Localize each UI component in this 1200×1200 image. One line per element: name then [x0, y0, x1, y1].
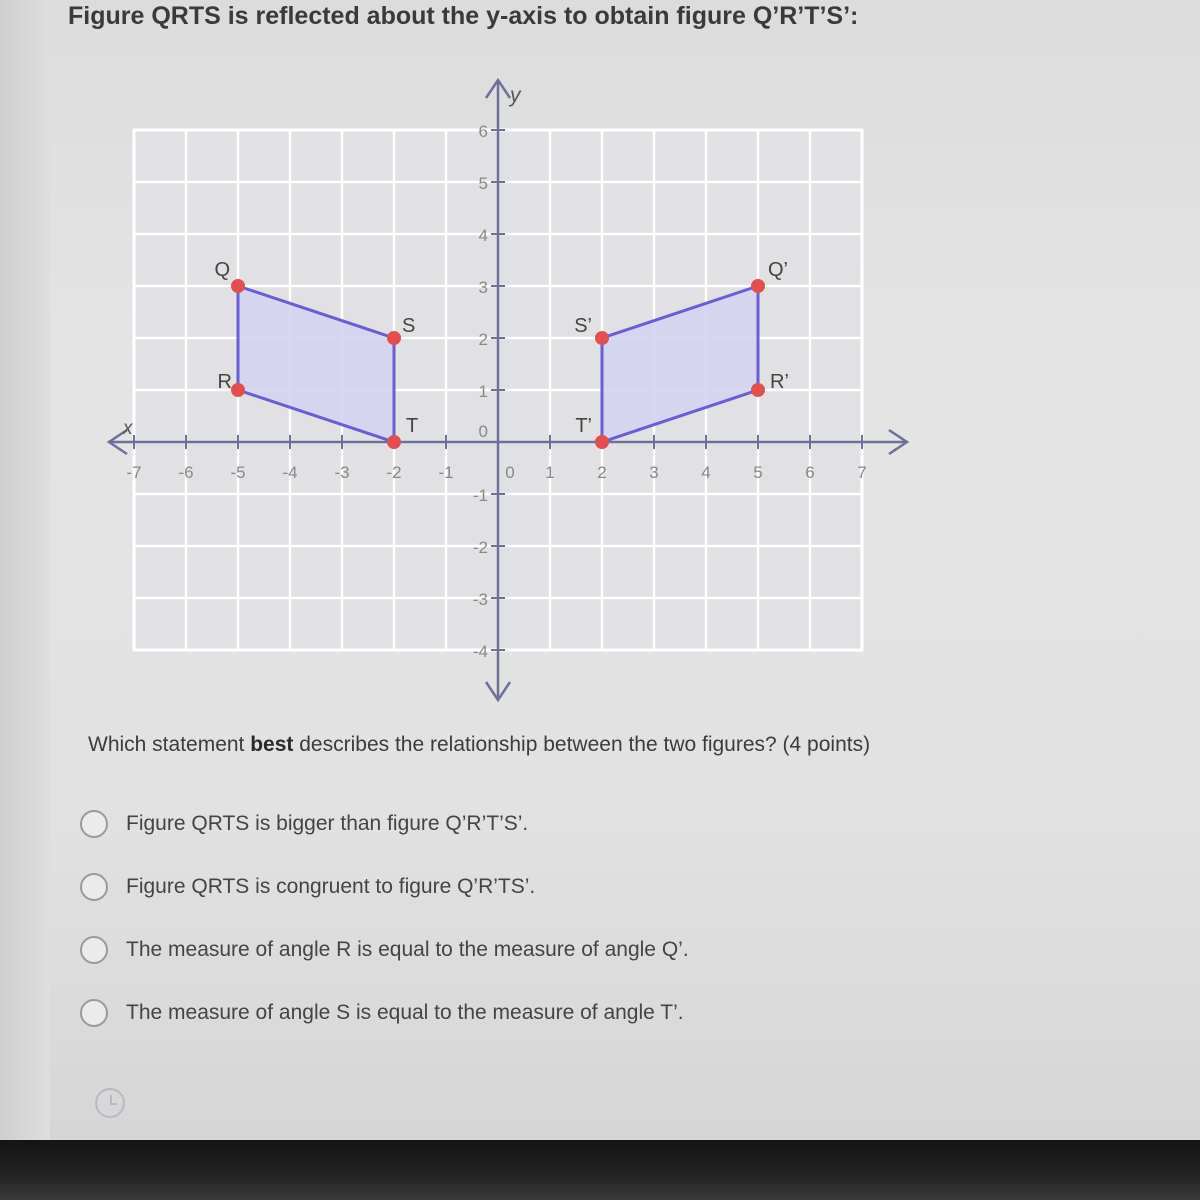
question-text-before: Which statement	[88, 733, 251, 756]
answer-option-label: The measure of angle S is equal to the measure of angle T’.	[126, 1001, 684, 1024]
x-tick-label: 5	[753, 463, 763, 482]
answer-option-label: The measure of angle R is equal to the measure of angle Q’.	[126, 938, 689, 961]
vertex-label: S	[402, 315, 416, 337]
y-tick-label: -1	[472, 486, 488, 505]
vertex-label: T’	[575, 415, 592, 437]
vertex-point	[387, 331, 401, 345]
x-tick-label: -4	[282, 463, 298, 482]
x-tick-label: 2	[597, 463, 607, 482]
clock-icon[interactable]	[95, 1088, 125, 1118]
vertex-point	[387, 435, 401, 449]
vertex-label: R	[217, 371, 232, 393]
question-prompt	[88, 733, 870, 757]
vertex-point	[751, 279, 765, 293]
y-tick-label: 1	[478, 382, 488, 401]
x-tick-label: 4	[701, 463, 711, 482]
y-tick-label: -3	[472, 590, 488, 609]
y-tick-label: 2	[478, 330, 488, 349]
answer-option-label: Figure QRTS is congruent to figure Q’R’TS’.	[126, 875, 536, 898]
vertex-point	[595, 435, 609, 449]
answer-option-1[interactable]	[80, 810, 528, 838]
radio-button[interactable]	[80, 873, 108, 901]
vertex-point	[751, 383, 765, 397]
vertex-label: S’	[574, 315, 592, 337]
x-tick-label: -5	[230, 463, 246, 482]
radio-button[interactable]	[80, 810, 108, 838]
question-text-bold: best	[250, 733, 294, 756]
y-tick-label: -2	[472, 538, 488, 557]
x-tick-label: -7	[126, 463, 142, 482]
coordinate-plane	[70, 55, 930, 715]
vertex-point	[231, 383, 245, 397]
vertex-label: R’	[770, 371, 789, 393]
x-tick-label: -6	[178, 463, 194, 482]
x-tick-label: 6	[805, 463, 815, 482]
x-tick-label: 1	[545, 463, 555, 482]
x-tick-label: 7	[857, 463, 867, 482]
x-tick-label: -2	[386, 463, 402, 482]
radio-button[interactable]	[80, 936, 108, 964]
y-tick-label: 0	[478, 422, 488, 441]
y-tick-label: -4	[472, 642, 488, 661]
x-tick-label: 0	[505, 463, 515, 482]
vertex-label: Q’	[768, 259, 788, 281]
coordinate-plane-svg	[70, 55, 930, 715]
vertex-label: T	[406, 415, 419, 437]
screen-edge	[0, 0, 50, 1140]
x-tick-label: -3	[334, 463, 350, 482]
x-tick-label: 3	[649, 463, 659, 482]
answer-option-4[interactable]	[80, 999, 684, 1027]
vertex-point	[595, 331, 609, 345]
radio-button[interactable]	[80, 999, 108, 1027]
y-tick-label: 3	[478, 278, 488, 297]
answer-option-3[interactable]	[80, 936, 689, 964]
question-text-after: describes the relationship between the two figures? (4 points)	[293, 733, 871, 756]
x-axis-label: x	[123, 418, 133, 439]
vertex-label: Q	[214, 259, 230, 281]
y-tick-label: 6	[478, 122, 488, 141]
answer-option-label: Figure QRTS is bigger than figure Q’R’T’S’.	[126, 812, 529, 835]
y-axis-label: y	[510, 84, 521, 107]
y-tick-label: 5	[478, 174, 488, 193]
x-tick-label: -1	[438, 463, 454, 482]
answer-option-2[interactable]	[80, 873, 535, 901]
monitor-bezel	[0, 1140, 1200, 1200]
vertex-point	[231, 279, 245, 293]
y-tick-label: 4	[478, 226, 488, 245]
question-title: Figure QRTS is reflected about the y-axis to obtain figure Q’R’T’S’:	[68, 2, 859, 30]
